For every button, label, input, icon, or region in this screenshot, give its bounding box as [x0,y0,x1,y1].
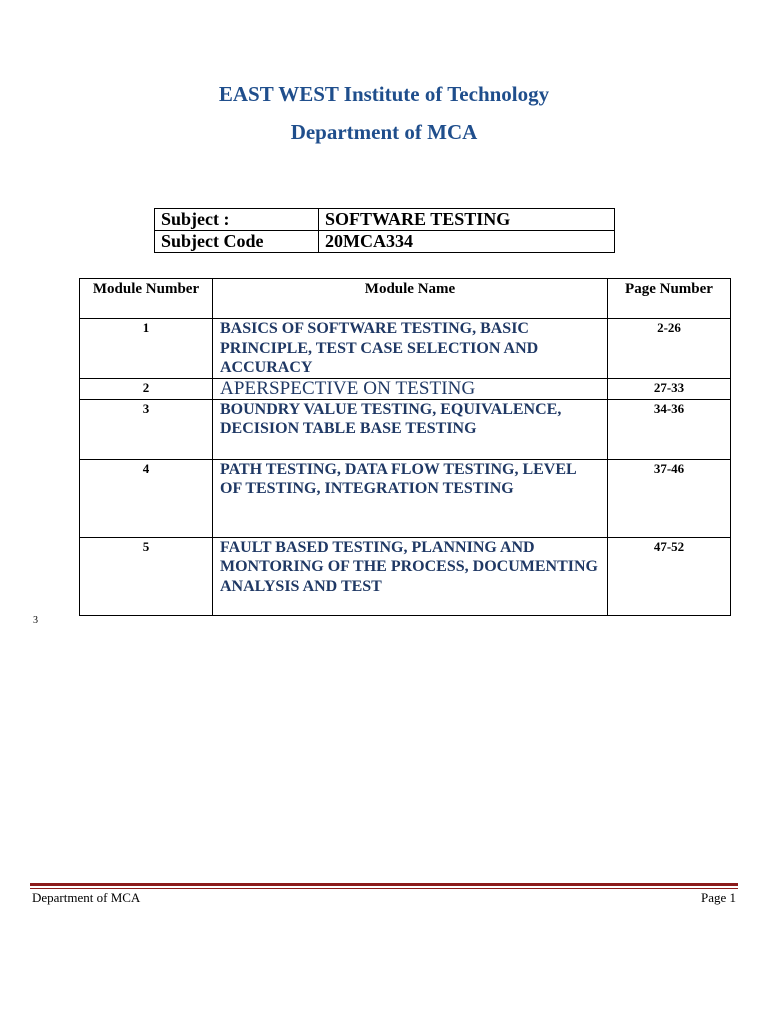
module-pages: 37-46 [608,459,731,537]
module-number: 2 [80,378,213,399]
footer-page-number: Page 1 [700,890,736,905]
stray-page-number: 3 [33,615,38,626]
module-table [79,278,731,616]
table-row [80,319,731,379]
module-number: 5 [80,537,213,615]
subject-label: Subject : [155,209,319,231]
module-name: APERSPECTIVE ON TESTING [213,378,608,399]
module-pages: 2-26 [608,319,731,379]
module-pages: 47-52 [608,537,731,615]
footer-department: Department of MCA [32,890,141,905]
module-name: FAULT BASED TESTING, PLANNING AND MONTORING OF THE PROCESS, DOCUMENTING ANALYSIS AND TEST [213,537,608,615]
footer-divider [30,883,738,886]
module-number: 4 [80,459,213,537]
header-module-name: Module Name [213,279,608,319]
header-page-number: Page Number [608,279,731,319]
module-pages: 27-33 [608,378,731,399]
institute-title: EAST WEST Institute of Technology [218,82,550,106]
header-module-number: Module Number [80,279,213,319]
subject-code-label: Subject Code [155,231,319,253]
subject-code-row [155,231,615,253]
table-row [80,537,731,615]
table-row [80,459,731,537]
module-number: 1 [80,319,213,379]
subject-row [155,209,615,231]
module-number: 3 [80,399,213,459]
module-table-header [80,279,731,319]
table-row [80,378,731,399]
department-title: Department of MCA [290,120,478,144]
module-name: BOUNDRY VALUE TESTING, EQUIVALENCE, DECISION TABLE BASE TESTING [213,399,608,459]
module-name: BASICS OF SOFTWARE TESTING, BASIC PRINCIPLE, TEST CASE SELECTION AND ACCURACY [213,319,608,379]
table-row [80,399,731,459]
subject-value: SOFTWARE TESTING [319,209,615,231]
footer-divider-thin [30,888,738,889]
subject-table [154,208,615,253]
module-name: PATH TESTING, DATA FLOW TESTING, LEVEL OF TESTING, INTEGRATION TESTING [213,459,608,537]
module-pages: 34-36 [608,399,731,459]
subject-code-value: 20MCA334 [319,231,615,253]
